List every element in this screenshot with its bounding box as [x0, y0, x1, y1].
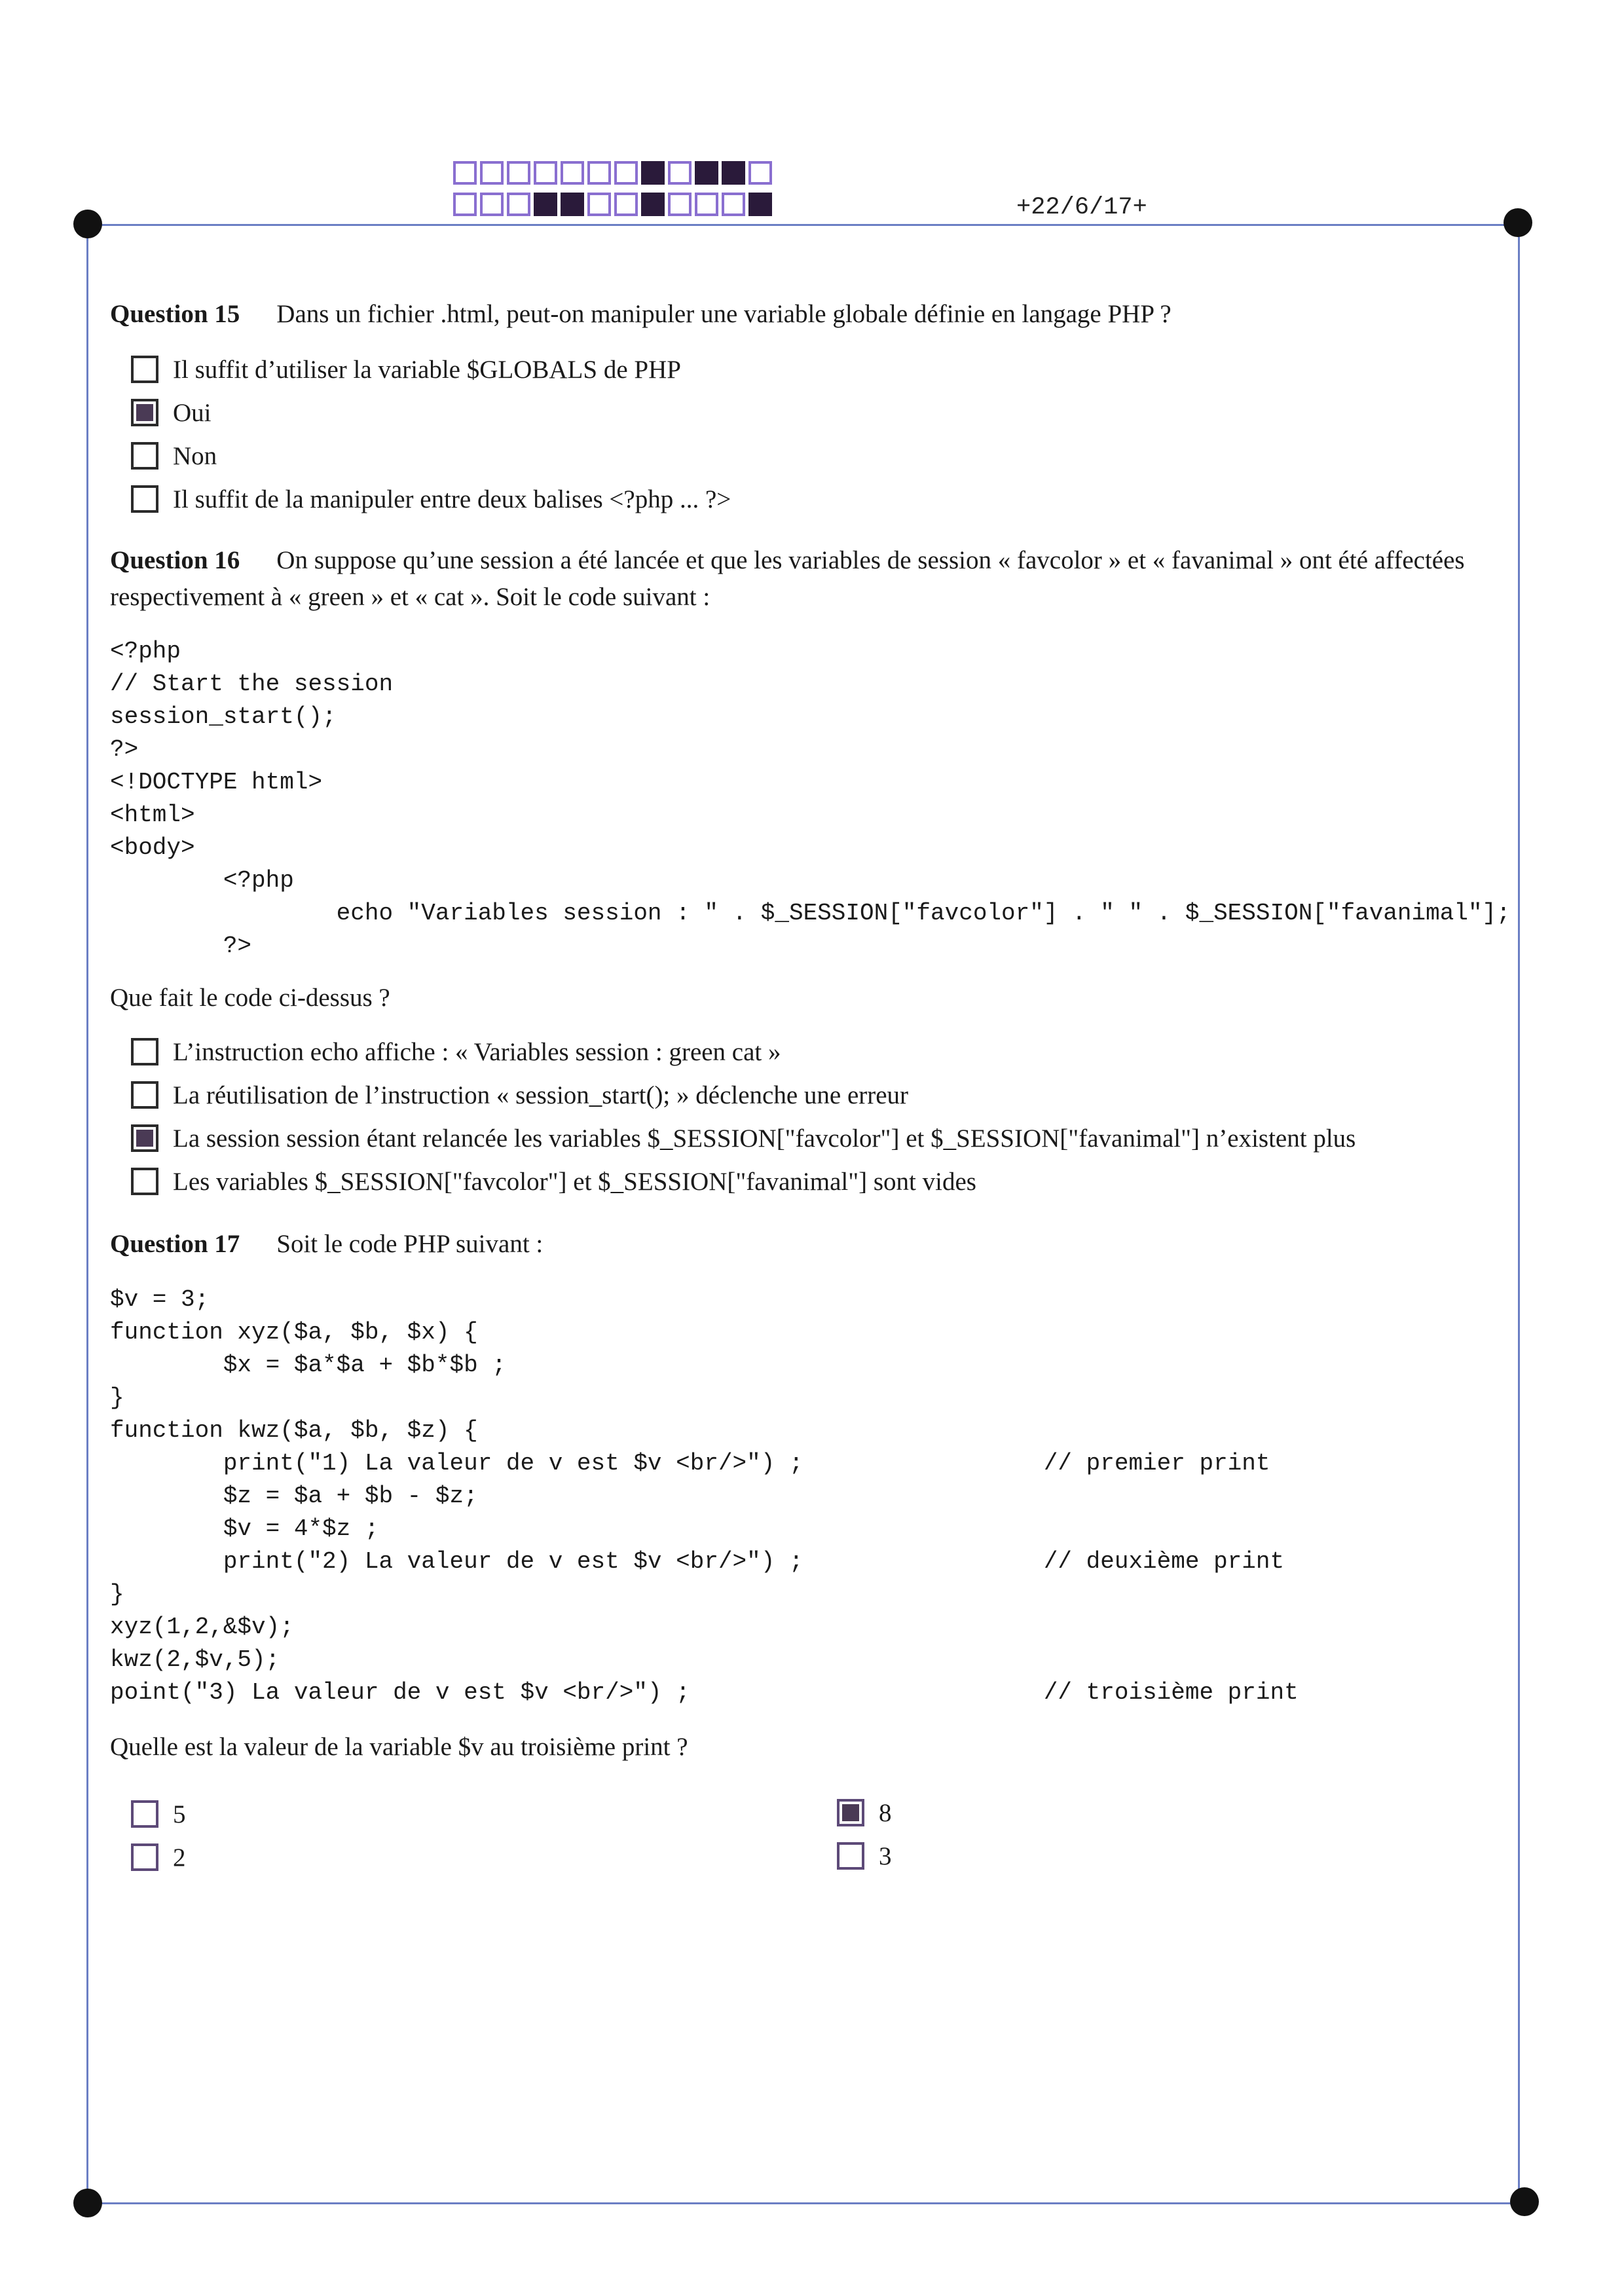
id-code-box [587, 193, 611, 216]
id-code-row-1 [453, 161, 775, 185]
id-code-box [561, 193, 584, 216]
option-label: 5 [173, 1800, 186, 1828]
id-code-box [722, 193, 745, 216]
checkbox[interactable] [131, 1800, 158, 1828]
id-code-box [534, 193, 557, 216]
q15-option-4[interactable] [131, 479, 731, 519]
question-number: Question 16 [110, 546, 240, 574]
question-17-heading [110, 1226, 1511, 1263]
id-code-box [695, 161, 718, 185]
question-number: Question 15 [110, 300, 240, 328]
id-code-box [453, 161, 477, 185]
q17-option-1[interactable] [131, 1794, 186, 1834]
id-code-box [587, 161, 611, 185]
id-code-box [453, 193, 477, 216]
id-code-box [614, 161, 638, 185]
id-code-box [507, 161, 530, 185]
id-code-row-2 [453, 193, 775, 216]
option-label: 8 [879, 1798, 892, 1827]
id-code-box [641, 193, 665, 216]
checkbox[interactable] [837, 1799, 864, 1826]
checkbox[interactable] [837, 1842, 864, 1870]
q16-option-2[interactable] [131, 1075, 908, 1115]
frame-left-line [86, 224, 88, 2203]
question-text: On suppose qu’une session a été lancée et que les variables de session « favcolor » et « favanimal » ont été affectées respectivement à « green » et « cat ». Soit le code suivant : [110, 546, 1465, 611]
id-code-box [614, 193, 638, 216]
id-code-box [534, 161, 557, 185]
page-code: +22/6/17+ [1016, 194, 1147, 221]
checkbox[interactable] [131, 1168, 158, 1195]
option-label: Il suffit d’utiliser la variable $GLOBALS de PHP [173, 355, 681, 384]
question-text: Soit le code PHP suivant : [276, 1230, 544, 1258]
q17-option-2[interactable] [131, 1838, 186, 1877]
frame-right-line [1518, 224, 1520, 2203]
checkbox[interactable] [131, 399, 158, 426]
q15-option-1[interactable] [131, 350, 681, 389]
checkbox[interactable] [131, 1081, 158, 1109]
checkbox[interactable] [131, 356, 158, 383]
id-code-box [668, 161, 692, 185]
id-code-box [748, 193, 772, 216]
id-code-box [668, 193, 692, 216]
id-code-box [695, 193, 718, 216]
id-code-box [561, 161, 584, 185]
q15-option-3[interactable] [131, 436, 217, 475]
q16-option-1[interactable] [131, 1032, 781, 1071]
corner-mark-bottom-right [1510, 2187, 1539, 2216]
q17-option-4[interactable] [837, 1836, 892, 1876]
q16-option-4[interactable] [131, 1162, 976, 1201]
question-15-heading [110, 296, 1511, 333]
id-code-box [748, 161, 772, 185]
checkbox[interactable] [131, 1038, 158, 1065]
q15-option-2[interactable] [131, 393, 212, 432]
corner-mark-top-left [73, 210, 102, 238]
question-17-prompt: Quelle est la valeur de la variable $v au troisième print ? [110, 1733, 688, 1761]
frame-bottom-line [88, 2202, 1524, 2204]
option-label: 2 [173, 1843, 186, 1872]
checkbox[interactable] [131, 1124, 158, 1152]
checkbox[interactable] [131, 1843, 158, 1871]
option-label: La session session étant relancée les variables $_SESSION["favcolor"] et $_SESSION["favanimal"] n’existent plus [173, 1124, 1356, 1153]
checkbox[interactable] [131, 442, 158, 470]
option-label: La réutilisation de l’instruction « session_start(); » déclenche une erreur [173, 1081, 909, 1109]
option-label: L’instruction echo affiche : « Variables session : green cat » [173, 1037, 781, 1066]
question-text: Dans un fichier .html, peut-on manipuler une variable globale définie en langage PHP ? [276, 300, 1172, 328]
option-label: Non [173, 441, 217, 470]
corner-mark-bottom-left [73, 2189, 102, 2217]
id-code-box [507, 193, 530, 216]
question-17-code: $v = 3; function xyz($a, $b, $x) { $x = $a*$a + $b*$b ; } function kwz($a, $b, $z) { print("1) La valeur de v est $v <br/>") ; // premier print $z = $a + $b - $z; $v = 4*$z ; print("2) La valeur de v est $v <br/>") ; // deuxième print } xyz(1,2,&$v); kwz(2,$v,5); point("3) La valeur de v est $v <br/>") ; // troisième print [110, 1286, 1299, 1706]
frame-top-line [88, 224, 1518, 226]
question-16-prompt: Que fait le code ci-dessus ? [110, 984, 390, 1012]
option-label: Les variables $_SESSION["favcolor"] et $_SESSION["favanimal"] sont vides [173, 1167, 976, 1196]
corner-mark-top-right [1504, 208, 1532, 237]
option-label: 3 [879, 1842, 892, 1870]
question-number: Question 17 [110, 1230, 240, 1258]
question-16-heading [110, 542, 1511, 616]
q17-option-3[interactable] [837, 1793, 892, 1832]
id-code-box [641, 161, 665, 185]
id-code-box [722, 161, 745, 185]
option-label: Oui [173, 398, 212, 427]
checkbox[interactable] [131, 485, 158, 513]
id-code-box [480, 193, 504, 216]
id-code-box [480, 161, 504, 185]
question-16-code: <?php // Start the session session_start(); ?> <!DOCTYPE html> <html> <body> <?php echo "Variables session : " . $_SESSION["favcolor"] . " " . $_SESSION["favanimal"]; ?> [110, 638, 1511, 959]
q16-option-3[interactable] [131, 1119, 1356, 1158]
option-label: Il suffit de la manipuler entre deux balises <?php ... ?> [173, 485, 731, 513]
